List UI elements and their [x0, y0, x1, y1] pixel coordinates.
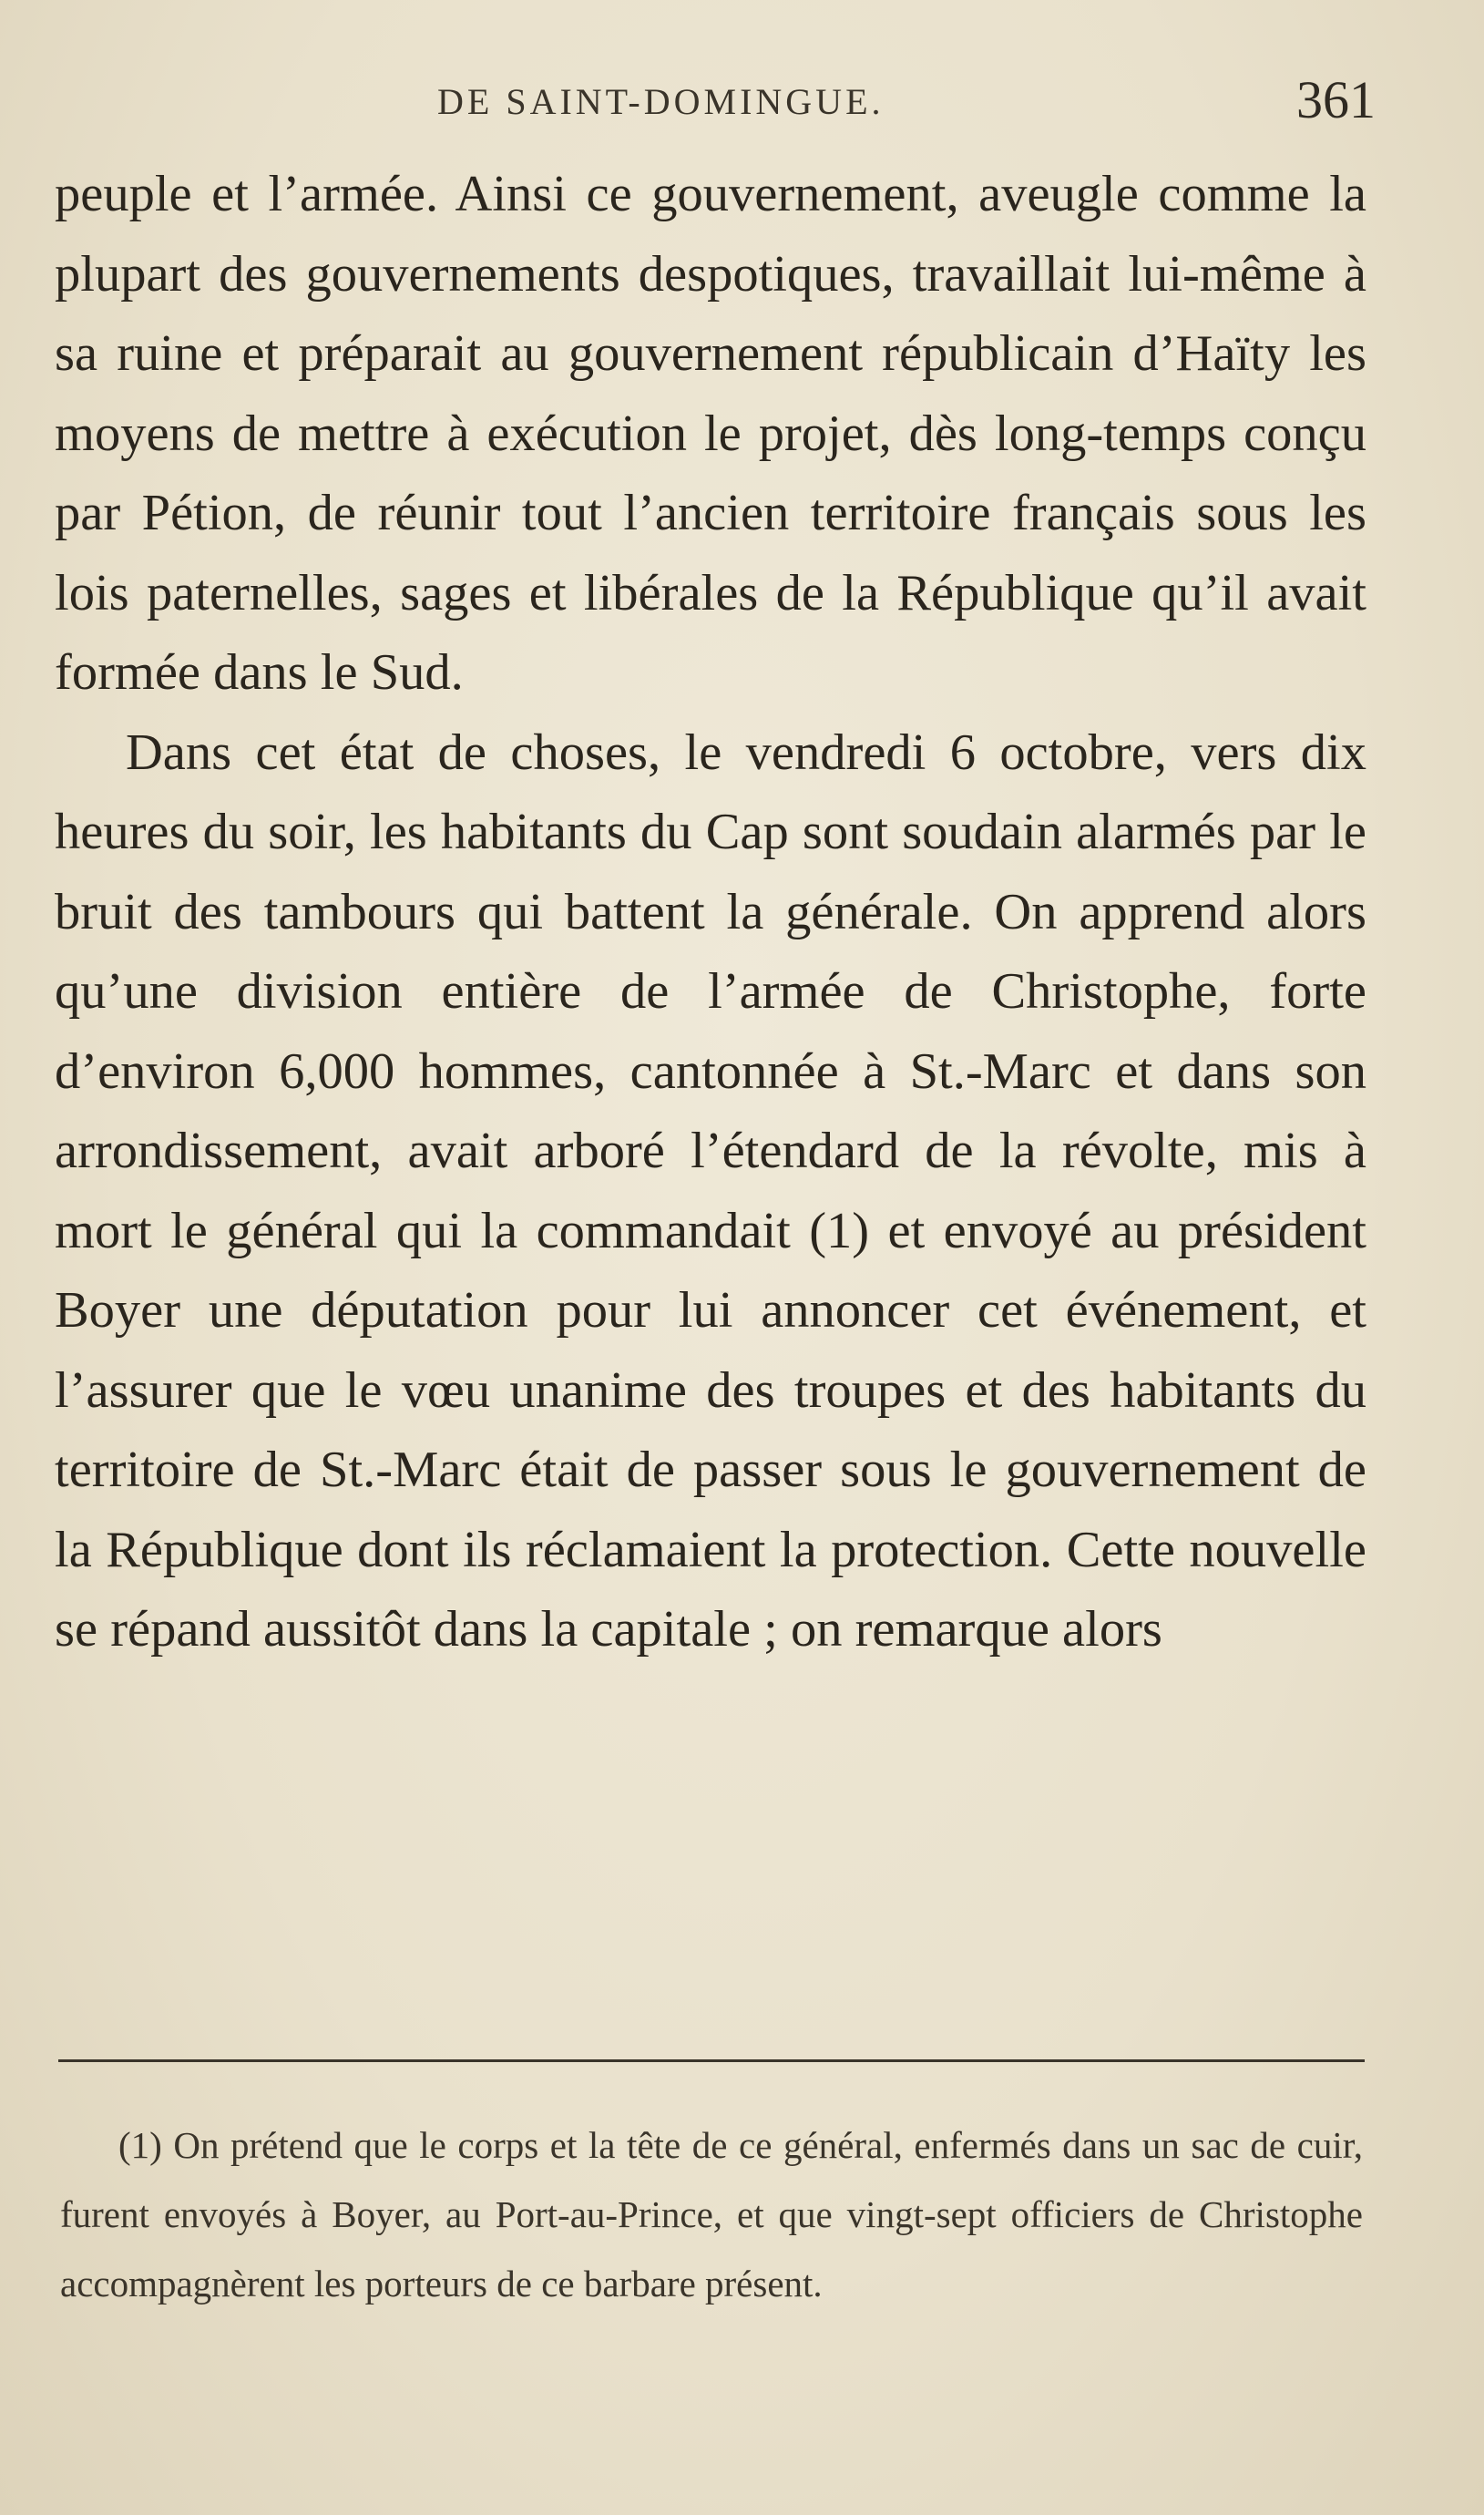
- paragraph-continuation: peuple et l’armée. Ainsi ce gouvernement, aveugle comme la plupart des gouvernements despotiques, travaillait lui-même à sa ruine et préparait au gouvernement républicain d’Haïty les moyens de mettre à exécution le projet, dès long-temps conçu par Pétion, de réunir tout l’ancien territoire français sous les lois paternelles, sages et libérales de la République qu’il avait formée dans le Sud.: [55, 166, 1366, 701]
- footnote-text: (1) On prétend que le corps et la tête de ce général, enfermés dans un sac de cuir, furent envoyés à Boyer, au Port-au-Prince, et que vingt-sept officiers de Christophe accompagnèrent les porteurs de ce barbare présent.: [60, 2124, 1363, 2305]
- page-number: 361: [1296, 70, 1376, 129]
- running-head: [55, 70, 1376, 135]
- footnote-rule: [58, 2059, 1365, 2062]
- body-text: [55, 155, 1366, 1670]
- paragraph-octobre: Dans cet état de choses, le vendredi 6 octobre, vers dix heures du soir, les habitants du Cap sont soudain alarmés par le bruit des tambours qui battent la générale. On apprend alors qu’une division entière de l’armée de Christophe, forte d’environ 6,000 hommes, cantonnée à St.-Marc et dans son arrondissement, avait arboré l’étendard de la révolte, mis à mort le général qui la commandait (1) et envoyé au président Boyer une députation pour lui annoncer cet événement, et l’assurer que le vœu unanime des troupes et des habitants du territoire de St.-Marc était de passer sous le gouvernement de la République dont ils réclamaient la protection. Cette nouvelle se répand aussitôt dans la capitale ; on remarque alors: [55, 724, 1366, 1658]
- running-title: DE SAINT-DOMINGUE.: [437, 81, 885, 122]
- footnote: [60, 2110, 1363, 2318]
